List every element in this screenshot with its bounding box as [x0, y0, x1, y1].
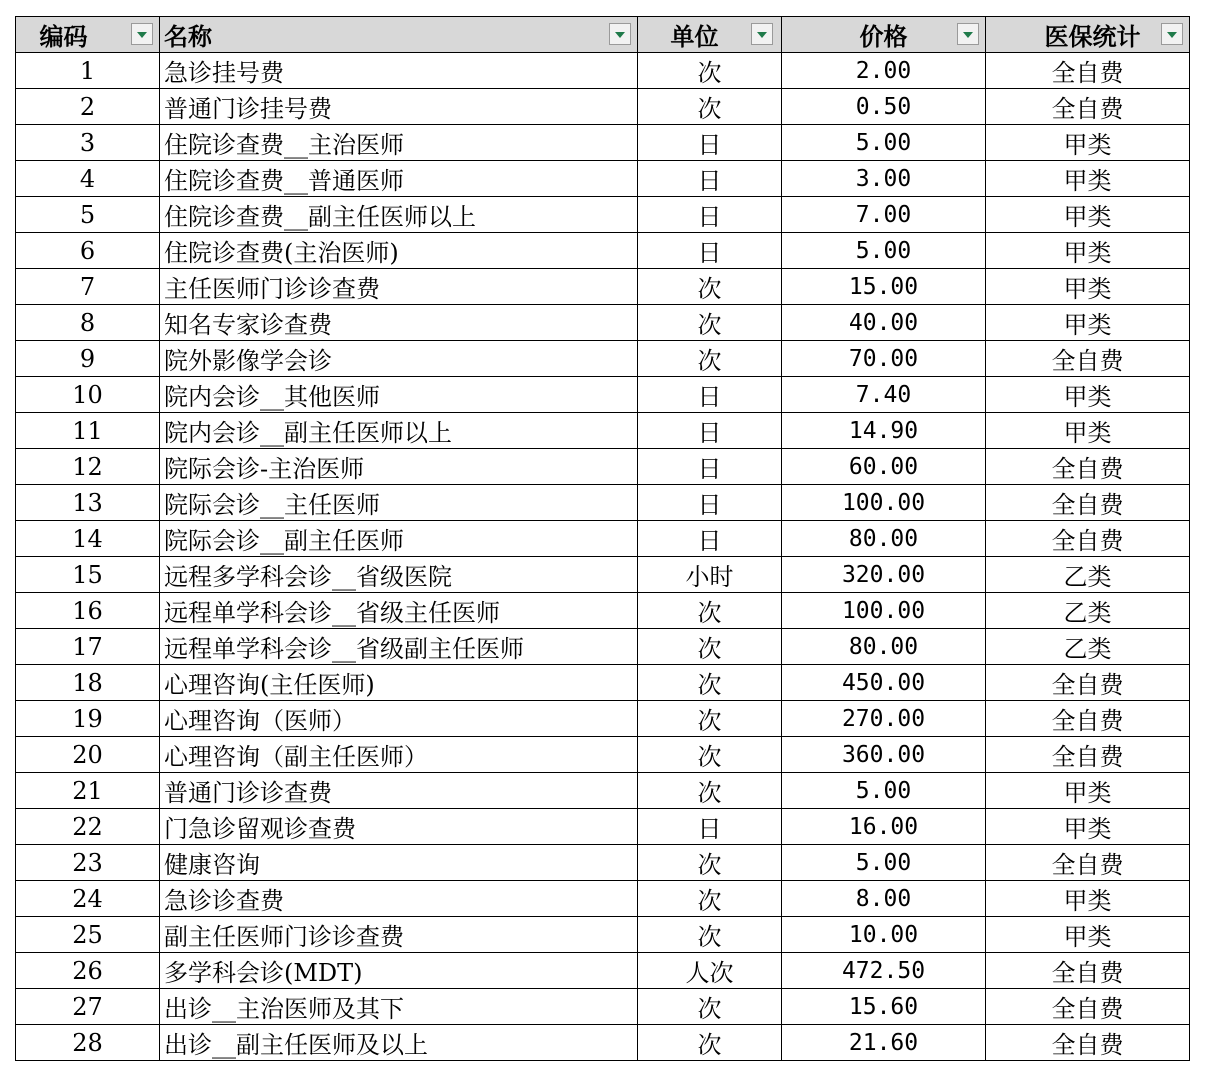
- table-row: [16, 773, 1190, 809]
- cell-name[interactable]: 主任医师门诊诊查费: [160, 269, 638, 305]
- table-row: [16, 89, 1190, 125]
- header-code: [16, 17, 160, 53]
- table-row: [16, 989, 1190, 1025]
- cell-price[interactable]: 80.00: [782, 521, 986, 557]
- table-row: [16, 845, 1190, 881]
- table-row: [16, 305, 1190, 341]
- cell-name[interactable]: 急诊诊查费: [160, 881, 638, 917]
- cell-price[interactable]: 80.00: [782, 629, 986, 665]
- cell-unit[interactable]: 次: [638, 989, 782, 1025]
- cell-name[interactable]: 住院诊查费__普通医师: [160, 161, 638, 197]
- table-row: [16, 809, 1190, 845]
- cell-unit[interactable]: 次: [638, 269, 782, 305]
- cell-unit[interactable]: 次: [638, 89, 782, 125]
- cell-insurance[interactable]: 全自费: [986, 845, 1190, 881]
- cell-name[interactable]: 心理咨询（医师）: [160, 701, 638, 737]
- cell-name[interactable]: 院际会诊__主任医师: [160, 485, 638, 521]
- cell-price[interactable]: 7.40: [782, 377, 986, 413]
- cell-name[interactable]: 多学科会诊(MDT): [160, 953, 638, 989]
- cell-unit[interactable]: 次: [638, 341, 782, 377]
- cell-insurance[interactable]: 全自费: [986, 341, 1190, 377]
- cell-insurance[interactable]: 甲类: [986, 881, 1190, 917]
- header-unit: [638, 17, 782, 53]
- cell-name[interactable]: 住院诊查费(主治医师): [160, 233, 638, 269]
- cell-code[interactable]: 23: [16, 845, 160, 881]
- cell-insurance[interactable]: 全自费: [986, 737, 1190, 773]
- table-row: [16, 233, 1190, 269]
- cell-insurance[interactable]: 甲类: [986, 161, 1190, 197]
- cell-unit[interactable]: 次: [638, 1025, 782, 1061]
- cell-insurance[interactable]: 全自费: [986, 701, 1190, 737]
- cell-code[interactable]: 15: [16, 557, 160, 593]
- header-name-label: 名称: [164, 22, 212, 51]
- cell-insurance[interactable]: 甲类: [986, 269, 1190, 305]
- cell-insurance[interactable]: 甲类: [986, 377, 1190, 413]
- cell-price[interactable]: 70.00: [782, 341, 986, 377]
- filter-dropdown-icon[interactable]: [957, 23, 979, 45]
- cell-name[interactable]: 心理咨询(主任医师): [160, 665, 638, 701]
- cell-price[interactable]: 0.50: [782, 89, 986, 125]
- cell-unit[interactable]: 日: [638, 413, 782, 449]
- table-row: [16, 521, 1190, 557]
- cell-insurance[interactable]: 全自费: [986, 989, 1190, 1025]
- cell-price[interactable]: 360.00: [782, 737, 986, 773]
- cell-price[interactable]: 8.00: [782, 881, 986, 917]
- table-row: [16, 701, 1190, 737]
- cell-name[interactable]: 出诊__主治医师及其下: [160, 989, 638, 1025]
- cell-unit[interactable]: 次: [638, 629, 782, 665]
- cell-insurance[interactable]: 乙类: [986, 593, 1190, 629]
- cell-name[interactable]: 院内会诊__副主任医师以上: [160, 413, 638, 449]
- cell-insurance[interactable]: 全自费: [986, 521, 1190, 557]
- filter-dropdown-icon[interactable]: [131, 23, 153, 45]
- cell-insurance[interactable]: 甲类: [986, 773, 1190, 809]
- table-row: [16, 161, 1190, 197]
- cell-insurance[interactable]: 甲类: [986, 197, 1190, 233]
- cell-unit[interactable]: 次: [638, 881, 782, 917]
- table-row: [16, 557, 1190, 593]
- cell-price[interactable]: 10.00: [782, 917, 986, 953]
- table-row: [16, 413, 1190, 449]
- cell-price[interactable]: 320.00: [782, 557, 986, 593]
- cell-name[interactable]: 远程单学科会诊__省级副主任医师: [160, 629, 638, 665]
- cell-name[interactable]: 知名专家诊查费: [160, 305, 638, 341]
- filter-dropdown-icon[interactable]: [609, 23, 631, 45]
- cell-price[interactable]: 3.00: [782, 161, 986, 197]
- header-price-label: 价格: [859, 22, 908, 51]
- cell-unit[interactable]: 日: [638, 809, 782, 845]
- cell-insurance[interactable]: 全自费: [986, 665, 1190, 701]
- cell-insurance[interactable]: 甲类: [986, 305, 1190, 341]
- cell-code[interactable]: 11: [16, 413, 160, 449]
- table-row: [16, 629, 1190, 665]
- cell-name[interactable]: 院外影像学会诊: [160, 341, 638, 377]
- cell-unit[interactable]: 日: [638, 485, 782, 521]
- cell-unit[interactable]: 次: [638, 917, 782, 953]
- cell-code[interactable]: 28: [16, 1025, 160, 1061]
- cell-price[interactable]: 7.00: [782, 197, 986, 233]
- cell-name[interactable]: 住院诊查费__副主任医师以上: [160, 197, 638, 233]
- cell-code[interactable]: 27: [16, 989, 160, 1025]
- cell-code[interactable]: 21: [16, 773, 160, 809]
- cell-code[interactable]: 9: [16, 341, 160, 377]
- table-row: [16, 953, 1190, 989]
- table-row: [16, 881, 1190, 917]
- cell-unit[interactable]: 小时: [638, 557, 782, 593]
- cell-code[interactable]: 20: [16, 737, 160, 773]
- cell-name[interactable]: 远程多学科会诊__省级医院: [160, 557, 638, 593]
- header-insurance: [986, 17, 1190, 53]
- cell-code[interactable]: 5: [16, 197, 160, 233]
- cell-code[interactable]: 7: [16, 269, 160, 305]
- header-code-label: 编码: [39, 22, 88, 51]
- cell-unit[interactable]: 次: [638, 305, 782, 341]
- cell-price[interactable]: 40.00: [782, 305, 986, 341]
- cell-name[interactable]: 院际会诊-主治医师: [160, 449, 638, 485]
- cell-price[interactable]: 450.00: [782, 665, 986, 701]
- cell-name[interactable]: 急诊挂号费: [160, 53, 638, 89]
- cell-unit[interactable]: 次: [638, 593, 782, 629]
- cell-insurance[interactable]: 甲类: [986, 917, 1190, 953]
- table-row: [16, 917, 1190, 953]
- cell-price[interactable]: 60.00: [782, 449, 986, 485]
- cell-price[interactable]: 16.00: [782, 809, 986, 845]
- cell-name[interactable]: 普通门诊诊查费: [160, 773, 638, 809]
- cell-insurance[interactable]: 甲类: [986, 413, 1190, 449]
- cell-insurance[interactable]: 乙类: [986, 557, 1190, 593]
- table-row: [16, 449, 1190, 485]
- cell-unit[interactable]: 次: [638, 701, 782, 737]
- header-unit-label: 单位: [670, 22, 719, 51]
- cell-code[interactable]: 18: [16, 665, 160, 701]
- cell-code[interactable]: 17: [16, 629, 160, 665]
- cell-name[interactable]: 出诊__副主任医师及以上: [160, 1025, 638, 1061]
- table-body: [16, 53, 1190, 1061]
- cell-unit[interactable]: 次: [638, 665, 782, 701]
- cell-code[interactable]: 14: [16, 521, 160, 557]
- cell-unit[interactable]: 次: [638, 53, 782, 89]
- table-row: [16, 1025, 1190, 1061]
- cell-code[interactable]: 4: [16, 161, 160, 197]
- cell-insurance[interactable]: 全自费: [986, 485, 1190, 521]
- cell-insurance[interactable]: 全自费: [986, 1025, 1190, 1061]
- cell-code[interactable]: 3: [16, 125, 160, 161]
- cell-insurance[interactable]: 全自费: [986, 89, 1190, 125]
- table-row: [16, 125, 1190, 161]
- cell-code[interactable]: 25: [16, 917, 160, 953]
- cell-price[interactable]: 100.00: [782, 485, 986, 521]
- cell-code[interactable]: 12: [16, 449, 160, 485]
- cell-unit[interactable]: 日: [638, 161, 782, 197]
- cell-code[interactable]: 2: [16, 89, 160, 125]
- header-name: [160, 17, 638, 53]
- cell-price[interactable]: 15.00: [782, 269, 986, 305]
- cell-unit[interactable]: 日: [638, 233, 782, 269]
- cell-insurance[interactable]: 全自费: [986, 953, 1190, 989]
- cell-code[interactable]: 8: [16, 305, 160, 341]
- cell-name[interactable]: 健康咨询: [160, 845, 638, 881]
- cell-unit[interactable]: 日: [638, 521, 782, 557]
- cell-price[interactable]: 5.00: [782, 773, 986, 809]
- cell-name[interactable]: 门急诊留观诊查费: [160, 809, 638, 845]
- cell-name[interactable]: 住院诊查费__主治医师: [160, 125, 638, 161]
- cell-insurance[interactable]: 全自费: [986, 53, 1190, 89]
- cell-name[interactable]: 心理咨询（副主任医师）: [160, 737, 638, 773]
- cell-price[interactable]: 472.50: [782, 953, 986, 989]
- table-row: [16, 53, 1190, 89]
- cell-unit[interactable]: 人次: [638, 953, 782, 989]
- cell-price[interactable]: 14.90: [782, 413, 986, 449]
- table-row: [16, 197, 1190, 233]
- table-row: [16, 665, 1190, 701]
- cell-price[interactable]: 5.00: [782, 125, 986, 161]
- table-row: [16, 593, 1190, 629]
- cell-unit[interactable]: 次: [638, 737, 782, 773]
- cell-price[interactable]: 100.00: [782, 593, 986, 629]
- fee-table-sheet: [15, 16, 1190, 1061]
- cell-code[interactable]: 24: [16, 881, 160, 917]
- cell-name[interactable]: 院内会诊__其他医师: [160, 377, 638, 413]
- cell-code[interactable]: 22: [16, 809, 160, 845]
- cell-unit[interactable]: 日: [638, 449, 782, 485]
- cell-price[interactable]: 5.00: [782, 233, 986, 269]
- cell-code[interactable]: 19: [16, 701, 160, 737]
- table-row: [16, 269, 1190, 305]
- cell-insurance[interactable]: 乙类: [986, 629, 1190, 665]
- cell-price[interactable]: 21.60: [782, 1025, 986, 1061]
- cell-insurance[interactable]: 甲类: [986, 809, 1190, 845]
- cell-name[interactable]: 远程单学科会诊__省级主任医师: [160, 593, 638, 629]
- table-row: [16, 377, 1190, 413]
- cell-price[interactable]: 2.00: [782, 53, 986, 89]
- cell-unit[interactable]: 日: [638, 377, 782, 413]
- cell-code[interactable]: 6: [16, 233, 160, 269]
- cell-price[interactable]: 270.00: [782, 701, 986, 737]
- cell-price[interactable]: 5.00: [782, 845, 986, 881]
- cell-unit[interactable]: 日: [638, 125, 782, 161]
- filter-dropdown-icon[interactable]: [751, 23, 773, 45]
- table-row: [16, 341, 1190, 377]
- cell-code[interactable]: 10: [16, 377, 160, 413]
- cell-code[interactable]: 1: [16, 53, 160, 89]
- header-price: [782, 17, 986, 53]
- cell-insurance[interactable]: 甲类: [986, 233, 1190, 269]
- cell-code[interactable]: 13: [16, 485, 160, 521]
- filter-dropdown-icon[interactable]: [1161, 23, 1183, 45]
- fee-table: [15, 16, 1190, 1061]
- cell-name[interactable]: 副主任医师门诊诊查费: [160, 917, 638, 953]
- header-row: [16, 17, 1190, 53]
- cell-insurance[interactable]: 全自费: [986, 449, 1190, 485]
- cell-unit[interactable]: 次: [638, 773, 782, 809]
- header-insurance-label: 医保统计: [1044, 22, 1141, 51]
- table-row: [16, 485, 1190, 521]
- cell-code[interactable]: 16: [16, 593, 160, 629]
- cell-unit[interactable]: 次: [638, 845, 782, 881]
- cell-code[interactable]: 26: [16, 953, 160, 989]
- cell-insurance[interactable]: 甲类: [986, 125, 1190, 161]
- cell-price[interactable]: 15.60: [782, 989, 986, 1025]
- cell-name[interactable]: 院际会诊__副主任医师: [160, 521, 638, 557]
- cell-name[interactable]: 普通门诊挂号费: [160, 89, 638, 125]
- cell-unit[interactable]: 日: [638, 197, 782, 233]
- table-row: [16, 737, 1190, 773]
